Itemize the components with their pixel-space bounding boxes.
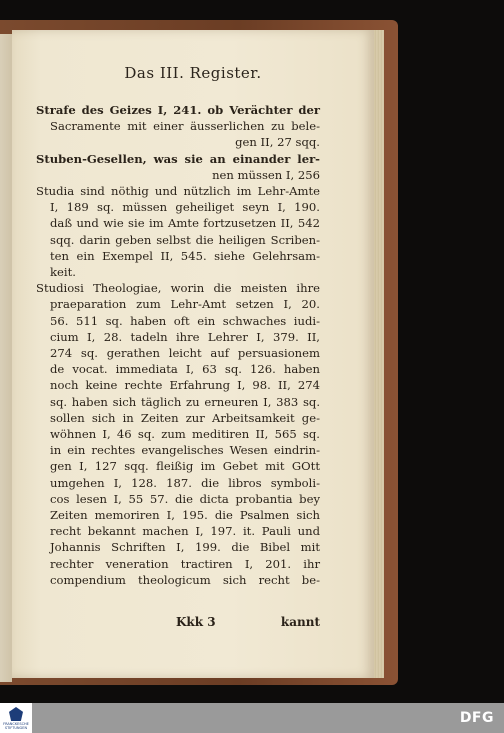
- text-line: rechter veneration tractiren I, 201. ihr: [50, 556, 320, 571]
- text-line: I, 189 sq. müssen geheiliget seyn I, 190.: [50, 200, 320, 215]
- entry-studia: [36, 183, 320, 280]
- register-text: [36, 102, 320, 588]
- text-line: ten ein Exempel II, 545. siehe Gelehrsam-: [50, 248, 320, 263]
- text-line: 274 sq. gerathen leicht auf persuasionem: [50, 346, 320, 361]
- text-line: sqq. darin geben selbst die heiligen Scriben-: [50, 232, 320, 247]
- text-line: compendium theologicum sich recht be-: [50, 572, 320, 587]
- entry-studiosi-theologiae: [36, 280, 320, 588]
- text-line: Sacramente mit einer äusserlichen zu bele-: [50, 119, 320, 134]
- text-line: sq. haben sich täglich zu erneuren I, 383 sq.: [50, 394, 320, 409]
- text-line: noch keine rechte Erfahrung I, 98. II, 274: [50, 378, 320, 393]
- text-line: recht bekannt machen I, 197. it. Pauli und: [50, 524, 320, 539]
- text-line: cos lesen I, 55 57. die dicta probantia bey: [50, 491, 320, 506]
- viewer-footer-bar: [0, 703, 504, 733]
- text-line: wöhnen I, 46 sq. zum meditiren II, 565 sq.: [50, 427, 320, 442]
- catchword: kannt: [280, 615, 320, 629]
- logo-caption: FRANCKESCHE STIFTUNGEN: [3, 722, 29, 730]
- text-line: umgehen I, 128. 187. die libros symboli-: [50, 475, 320, 490]
- institution-logo[interactable]: [0, 703, 32, 733]
- text-line: daß und wie sie im Amte fortzusetzen II, 542: [50, 216, 320, 231]
- book-page: [12, 30, 374, 678]
- emblem-icon: [9, 707, 23, 721]
- text-line: Strafe des Geizes I, 241. ob Verächter der: [36, 103, 320, 117]
- text-line: de vocat. immediata I, 63 sq. 126. haben: [50, 362, 320, 377]
- text-line: 56. 511 sq. haben oft ein schwaches iudi-: [50, 313, 320, 328]
- text-line: nen müssen I, 256: [212, 167, 320, 182]
- text-line: gen II, 27 sqq.: [235, 135, 320, 150]
- text-line: gen I, 127 sqq. fleißig im Gebet mit GOtt: [50, 459, 320, 474]
- text-line: Studia sind nöthig und nützlich im Lehr-Amte: [36, 184, 320, 199]
- text-line: praeparation zum Lehr-Amt setzen I, 20.: [50, 297, 320, 312]
- entry-stuben-gesellen: [36, 151, 320, 183]
- text-line: Stuben-Gesellen, was sie an einander ler-: [36, 151, 320, 166]
- text-line: keit.: [50, 265, 76, 280]
- text-line: cium I, 28. tadeln ihre Lehrer I, 379. II,: [50, 329, 320, 344]
- text-line: sollen sich in Zeiten zur Arbeitsamkeit ge-: [50, 410, 320, 425]
- page-header: Das III. Register.: [124, 64, 262, 82]
- page-edge: [374, 30, 384, 678]
- signature-mark: Kkk 3: [176, 615, 216, 629]
- dfg-logo[interactable]: DFG: [459, 710, 494, 726]
- entry-strafe-des-geizes: [36, 102, 320, 151]
- text-line: Studiosi Theologiae, worin die meisten ihre: [36, 281, 320, 296]
- left-page-edge: [0, 34, 12, 682]
- text-line: Johannis Schriften I, 199. die Bibel mit: [50, 540, 320, 555]
- text-line: Zeiten memoriren I, 195. die Psalmen sich: [50, 508, 320, 523]
- page-footer: [36, 615, 320, 633]
- text-line: in ein rechtes evangelisches Wesen eindrin-: [50, 443, 320, 458]
